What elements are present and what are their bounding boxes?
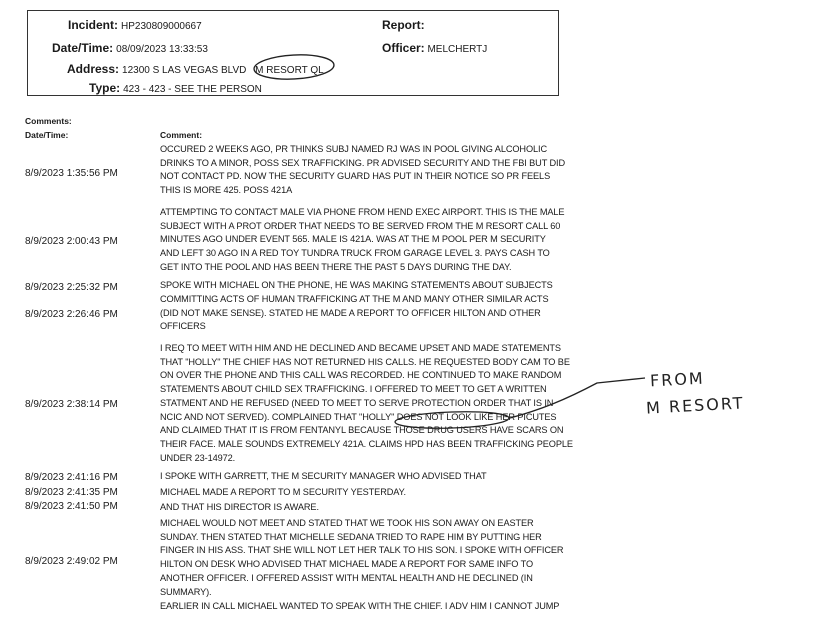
comment-entry bbox=[160, 517, 625, 599]
comment-entry bbox=[160, 206, 625, 275]
comment-line: THAT "HOLLY" THE CHIEF HAS NOT RETURNED HIS CALLS. HE REQUESTED BODY CAM TO BE bbox=[160, 356, 570, 367]
address-label: Address: bbox=[67, 62, 120, 76]
comments-section-label: Comments: bbox=[25, 116, 72, 126]
comment-line: ATTEMPTING TO CONTACT MALE VIA PHONE FROM HEND EXEC AIRPORT. THIS IS THE MALE bbox=[160, 207, 565, 217]
comment-line: COMMITTING ACTS OF HUMAN TRAFFICKING AT THE M AND MANY OTHER SIMILAR ACTS bbox=[160, 294, 549, 304]
officer-row bbox=[382, 41, 487, 55]
comment-line: UNDER 23-14972. bbox=[160, 452, 236, 463]
officer-label: Officer: bbox=[382, 41, 425, 55]
type-value: 423 - 423 - SEE THE PERSON bbox=[123, 84, 262, 95]
comment-entry bbox=[160, 342, 625, 465]
datetime-column-header: Date/Time: bbox=[25, 130, 69, 140]
incident-label: Incident: bbox=[68, 18, 118, 32]
datetime-value: 08/09/2023 13:33:53 bbox=[116, 44, 208, 55]
comment-line: ON OVER THE PHONE AND THIS CALL WAS RECORDED. HE CONTINUED TO MAKE RANDOM bbox=[160, 370, 562, 381]
entry-time: 8/9/2023 2:25:32 PM bbox=[25, 282, 118, 293]
comment-line: SPOKE WITH MICHAEL ON THE PHONE, HE WAS MAKING STATEMENTS ABOUT SUBJECTS bbox=[160, 280, 553, 290]
comment-line: THIS IS MORE 425. POSS 421A bbox=[160, 185, 293, 196]
comment-line: I SPOKE WITH GARRETT, THE M SECURITY MANAGER WHO ADVISED THAT bbox=[160, 471, 487, 481]
entry-time: 8/9/2023 1:35:56 PM bbox=[25, 168, 118, 179]
incident-row bbox=[68, 18, 202, 32]
comment-line: MICHAEL WOULD NOT MEET AND STATED THAT WE TOOK HIS SON AWAY ON EASTER bbox=[160, 518, 534, 528]
comment-line: HILTON ON DESK WHO ADVISED THAT MICHAEL MADE A REPORT FOR SAME INFO TO bbox=[160, 559, 533, 570]
comment-line: AND CLAIMED THAT IT IS FROM FENTANYL BECAUSE THOSE DRUG USERS HAVE SCARS ON bbox=[160, 425, 564, 436]
datetime-row bbox=[52, 41, 208, 55]
entry-time: 8/9/2023 2:41:50 PM bbox=[25, 501, 118, 512]
comment-entry bbox=[160, 143, 625, 198]
comment-entry bbox=[160, 293, 625, 334]
entry-time: 8/9/2023 2:38:14 PM bbox=[25, 399, 118, 410]
entry-time: 8/9/2023 2:00:43 PM bbox=[25, 236, 118, 247]
report-label: Report: bbox=[382, 18, 425, 32]
comment-line: SUNDAY. THEN STATED THAT MICHELLE SEDANA TRIED TO RAPE HIM BY PUTTING HER bbox=[160, 531, 542, 542]
handwritten-from: FROM bbox=[649, 368, 706, 391]
handwritten-m-resort: M RESORT bbox=[645, 393, 746, 418]
address-value: 12300 S LAS VEGAS BLVD bbox=[122, 65, 247, 76]
comment-line: THEIR FACE. MALE SOUNDS EXTREMELY 421A. CLAIMS HPD HAS BEEN TRAFFICKING PEOPLE bbox=[160, 438, 573, 449]
comment-entry bbox=[160, 470, 625, 484]
comment-line: SUMMARY). bbox=[160, 586, 212, 597]
comment-entry bbox=[160, 501, 625, 515]
comment-line: NOT CONTACT PD. NOW THE SECURITY GUARD HAS PUT IN THEIR NOTICE SO PR FEELS bbox=[160, 171, 551, 182]
type-label: Type: bbox=[89, 81, 121, 95]
comment-line: OCCURED 2 WEEKS AGO, PR THINKS SUBJ NAMED RJ WAS IN POOL GIVING ALCOHOLIC bbox=[160, 144, 547, 154]
comment-line: I REQ TO MEET WITH HIM AND HE DECLINED AND BECAME UPSET AND MADE STATEMENTS bbox=[160, 343, 561, 353]
comment-line: (DID NOT MAKE SENSE). STATED HE MADE A REPORT TO OFFICER HILTON AND OTHER bbox=[160, 307, 541, 318]
comment-entry bbox=[160, 600, 625, 614]
comment-line: SUBJECT WITH A PROT ORDER THAT NEEDS TO BE SERVED FROM THE M RESORT CALL 60 bbox=[160, 220, 561, 231]
entry-time: 8/9/2023 2:26:46 PM bbox=[25, 309, 118, 320]
comment-column-header: Comment: bbox=[160, 130, 203, 140]
comment-line: MINUTES AGO UNDER EVENT 565. MALE IS 421A. WAS AT THE M POOL PER M SECURITY bbox=[160, 234, 546, 245]
comment-line: GET INTO THE POOL AND HAS BEEN THERE THE PAST 5 DAYS DURING THE DAY. bbox=[160, 261, 512, 272]
comment-entry bbox=[160, 279, 625, 293]
incident-value: HP230809000667 bbox=[121, 21, 202, 32]
entry-time: 8/9/2023 2:41:35 PM bbox=[25, 487, 118, 498]
report-row bbox=[382, 18, 425, 32]
address-row bbox=[67, 62, 324, 76]
officer-value: MELCHERTJ bbox=[427, 44, 488, 55]
comment-line: STATMENT AND HE REFUSED (NEED TO MEET TO SERVE PROTECTION ORDER THAT IS IN bbox=[160, 397, 554, 408]
comment-line: FINGER IN HIS ASS. THAT SHE WILL NOT LET HER TALK TO HIS SON. I SPOKE WITH OFFICER bbox=[160, 545, 564, 556]
comment-line: MICHAEL MADE A REPORT TO M SECURITY YESTERDAY. bbox=[160, 487, 406, 497]
datetime-label: Date/Time: bbox=[52, 41, 114, 55]
comment-line: NCIC AND NOT SERVED). COMPLAINED THAT "HOLLY" DOES NOT LOOK LIKE HER PICUTES bbox=[160, 411, 557, 422]
comment-line: DRINKS TO A MINOR, POSS SEX TRAFFICKING. PR ADVISED SECURITY AND THE FBI BUT DID bbox=[160, 157, 566, 168]
comment-line: OFFICERS bbox=[160, 321, 206, 332]
comment-line: STATEMENTS ABOUT CHILD SEX TRAFFICKING. I OFFERED TO MEET TO GET A WRITTEN bbox=[160, 384, 547, 395]
address-circled-text: M RESORT QL bbox=[255, 65, 324, 76]
entry-time: 8/9/2023 2:49:02 PM bbox=[25, 556, 118, 567]
comment-line: AND LEFT 30 AGO IN A RED TOY TUNDRA TRUCK FROM GARAGE LEVEL 3. PAYS CASH TO bbox=[160, 248, 550, 259]
comment-line: ANOTHER OFFICER. I OFFERED ASSIST WITH MENTAL HEALTH AND HE DECLINED (IN bbox=[160, 572, 533, 583]
type-row bbox=[89, 81, 262, 95]
entry-time: 8/9/2023 2:41:16 PM bbox=[25, 472, 118, 483]
comment-entry bbox=[160, 486, 625, 500]
comment-line: AND THAT HIS DIRECTOR IS AWARE. bbox=[160, 502, 319, 512]
comment-line: EARLIER IN CALL MICHAEL WANTED TO SPEAK WITH THE CHIEF. I ADV HIM I CANNOT JUMP bbox=[160, 601, 560, 611]
